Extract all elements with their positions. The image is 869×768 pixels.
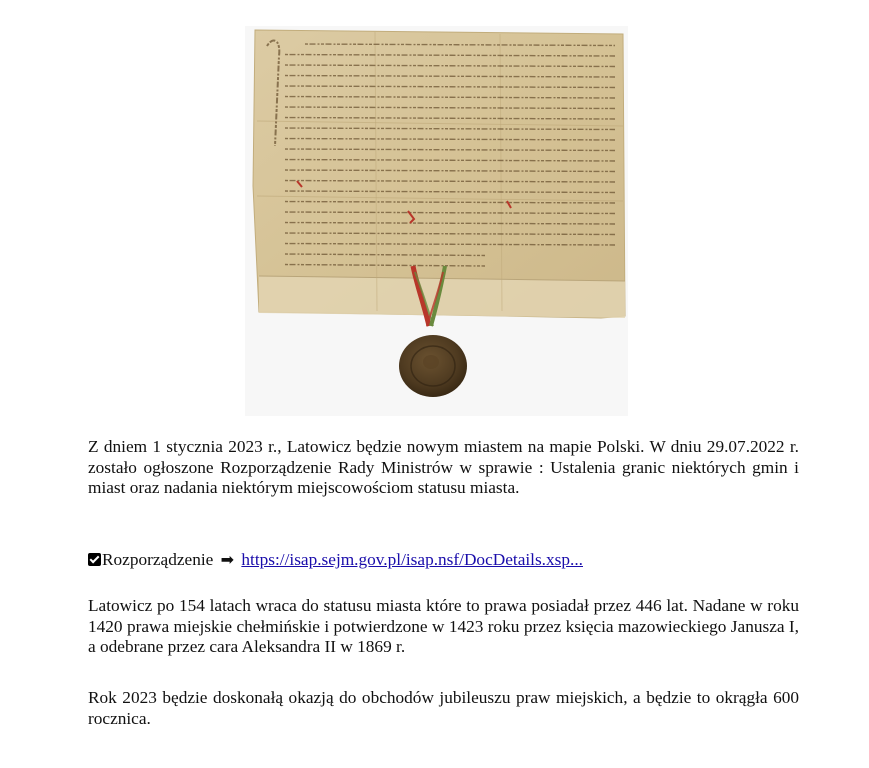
right-arrow-icon: ➡ — [220, 550, 235, 569]
paragraph-jubilee: Rok 2023 będzie doskonałą okazją do obchodów jubileuszu praw miejskich, a będzie to okrągła 600 rocznica. — [88, 688, 799, 728]
regulation-line — [88, 550, 799, 571]
check-box-icon — [88, 553, 101, 566]
charter-image — [245, 26, 628, 416]
regulation-link[interactable]: https://isap.sejm.gov.pl/isap.nsf/DocDetails.xsp... — [241, 550, 583, 569]
paragraph-announcement: Z dniem 1 stycznia 2023 r., Latowicz będzie nowym miastem na mapie Polski. W dniu 29.07.2022 r. zostało ogłoszone Rozporządzenie Rady Ministrów w sprawie : Ustalenia granic niektórych gmin i miast oraz nadania niektórym miejscowościom statusu miasta. — [88, 437, 799, 497]
paragraph-history: Latowicz po 154 latach wraca do statusu miasta które to prawa posiadał przez 446 lat. Nadane w roku 1420 prawa miejskie chełmińskie i potwierdzone w 1423 roku przez księcia mazowieckiego Janusza I, a odebrane przez cara Aleksandra II w 1869 r. — [88, 596, 799, 656]
charter-photo — [245, 26, 628, 416]
regulation-label: Rozporządzenie — [102, 550, 214, 569]
